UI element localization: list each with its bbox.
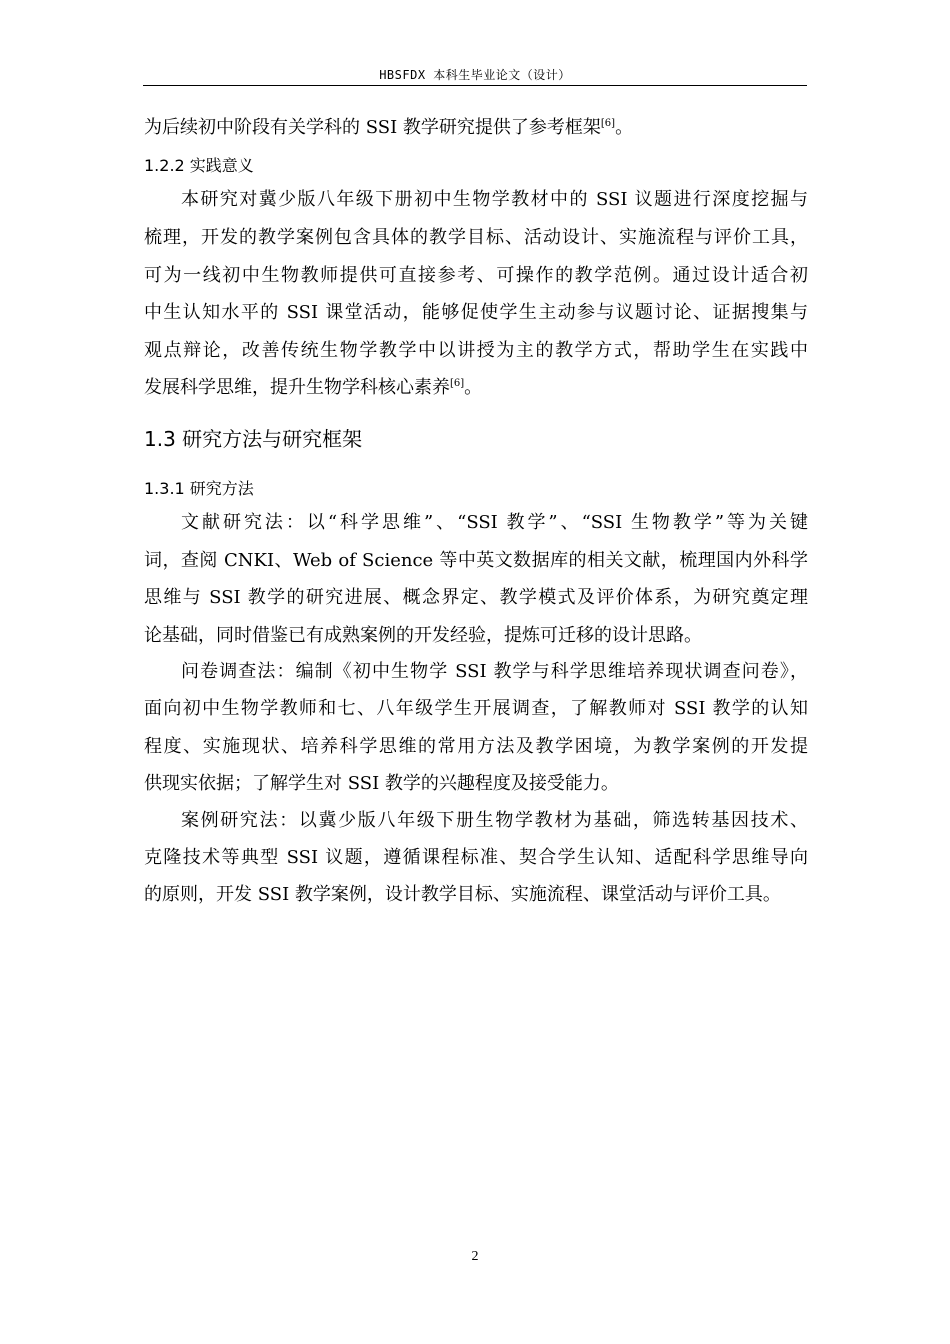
citation-ref: [6] [600, 118, 616, 129]
citation-ref: [6] [450, 378, 465, 389]
page-number: 2 [471, 1249, 479, 1264]
paragraph-line: 面向初中生物学教师和七、八年级学生开展调查，了解教师对 SSI 教学的认知 [144, 698, 808, 719]
section-heading-1-3: 1.3 研究方法与研究框架 [144, 427, 363, 451]
sentence-end: 。 [615, 117, 634, 138]
paragraph-line: 论基础，同时借鉴已有成熟案例的开发经验，提炼可迁移的设计思路。 [144, 625, 702, 646]
paragraph-line: 的原则，开发 SSI 教学案例，设计教学目标、实施流程、课堂活动与评价工具。 [144, 884, 781, 905]
paragraph-line: 梳理，开发的教学案例包含具体的教学目标、活动设计、实施流程与评价工具， [144, 227, 808, 248]
paragraph-line: 案例研究法：以冀少版八年级下册生物学教材为基础，筛选转基因技术、 [181, 810, 808, 831]
paragraph-line: 可为一线初中生物教师提供可直接参考、可操作的教学范例。通过设计适合初 [144, 265, 808, 286]
paragraph-line: 观点辩论，改善传统生物学教学中以讲授为主的教学方式，帮助学生在实践中 [144, 340, 808, 361]
sentence-end: 。 [464, 377, 483, 398]
paragraph-last-line [144, 376, 808, 400]
paragraph-line: 思维与 SSI 教学的研究进展、概念界定、教学模式及评价体系，为研究奠定理 [144, 587, 808, 608]
paragraph-line: 问卷调查法：编制《初中生物学 SSI 教学与科学思维培养现状调查问卷》， [181, 661, 808, 682]
continued-text: 为后续初中阶段有关学科的 SSI 教学研究提供了参考框架 [144, 117, 601, 138]
paragraph-line: 供现实依据；了解学生对 SSI 教学的兴趣程度及接受能力。 [144, 773, 619, 794]
paragraph-line: 程度、实施现状、培养科学思维的常用方法及教学困境，为教学案例的开发提 [144, 736, 808, 757]
paragraph-line: 克隆技术等典型 SSI 议题，遵循课程标准、契合学生认知、适配科学思维导向 [144, 847, 808, 868]
page-header: HBSFDX 本科生毕业论文（设计） [143, 66, 807, 86]
paragraph-line: 中生认知水平的 SSI 课堂活动，能够促使学生主动参与议题讨论、证据搜集与 [144, 302, 808, 323]
paragraph-line: 文献研究法：以“科学思维”、“SSI 教学”、“SSI 生物教学”等为关键 [181, 512, 808, 533]
paragraph-line: 本研究对冀少版八年级下册初中生物学教材中的 SSI 议题进行深度挖掘与 [181, 189, 808, 210]
section-heading-1-2-2: 1.2.2 实践意义 [144, 156, 254, 175]
paragraph-text: 发展科学思维，提升生物学科核心素养 [144, 377, 450, 398]
section-heading-1-3-1: 1.3.1 研究方法 [144, 479, 254, 498]
continued-paragraph-line [144, 116, 808, 140]
paragraph-line: 词，查阅 CNKI、Web of Science 等中英文数据库的相关文献，梳理国内外科学 [144, 550, 808, 571]
